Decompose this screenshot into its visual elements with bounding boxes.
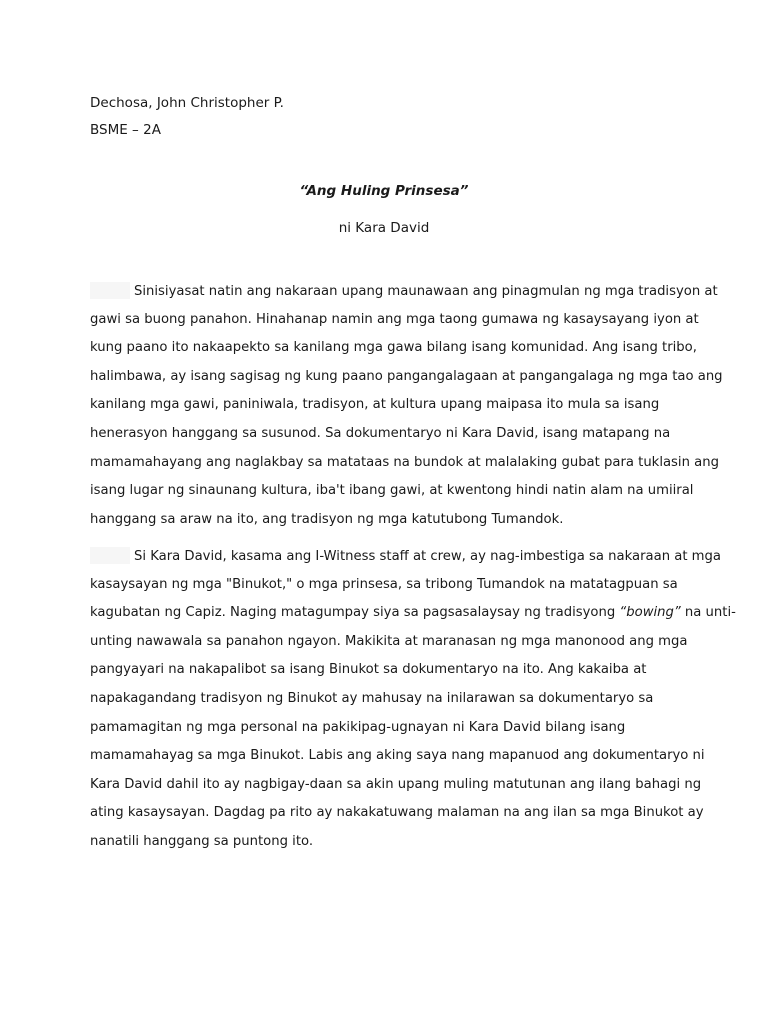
document-byline: ni Kara David bbox=[338, 220, 430, 236]
indent-marker bbox=[90, 282, 130, 299]
document-title: “Ang Huling Prinsesa” bbox=[299, 183, 469, 199]
emphasis-text: “bowing” bbox=[619, 605, 681, 621]
paragraph-line: unting nawawala sa panahon ngayon. Makikita at maranasan ng mga manonood ang mga bbox=[90, 633, 688, 649]
paragraph-line: pangyayari na nakapalibot sa isang Binukot sa dokumentaryo na ito. Ang kakaiba at bbox=[90, 662, 647, 678]
paragraph-line: kagubatan ng Capiz. Naging matagumpay siya sa pagsasalaysay ng tradisyong “bowing” na unti- bbox=[90, 605, 736, 621]
paragraph-line: hanggang sa araw na ito, ang tradisyon ng mga katutubong Tumandok. bbox=[90, 511, 564, 527]
paragraph-line: kanilang mga gawi, paniniwala, tradisyon, at kultura upang maipasa ito mula sa isang bbox=[90, 397, 660, 413]
course-section: BSME – 2A bbox=[90, 122, 161, 138]
paragraph-line: Si Kara David, kasama ang I-Witness staff at crew, ay nag-imbestiga sa nakaraan at mga bbox=[90, 547, 721, 565]
indent-marker bbox=[90, 547, 130, 564]
paragraph-line: henerasyon hanggang sa susunod. Sa dokumentaryo ni Kara David, isang matapang na bbox=[90, 426, 671, 441]
paragraph-line: kasaysayan ng mga "Binukot," o mga prinsesa, sa tribong Tumandok na matatagpuan sa bbox=[90, 576, 678, 592]
paragraph-line: halimbawa, ay isang sagisag ng kung paano pangangalagaan at pangangalaga ng mga tao ang bbox=[90, 368, 723, 384]
paragraph-line: gawi sa buong panahon. Hinahanap namin ang mga taong gumawa ng kasaysayang iyon at bbox=[90, 311, 699, 327]
paragraph-line: pamamagitan ng mga personal na pakikipag-ugnayan ni Kara David bilang isang bbox=[90, 719, 626, 735]
paragraph-line: napakagandang tradisyon ng Binukot ay mahusay na inilarawan sa dokumentaryo sa bbox=[90, 691, 654, 706]
paragraph-line: nanatili hanggang sa puntong ito. bbox=[90, 834, 314, 849]
paragraph-line: Kara David dahil ito ay nagbigay-daan sa akin upang muling matutunan ang ilang bahagi ng bbox=[90, 776, 702, 792]
paragraph-line: mamamahayang ang naglakbay sa matataas na bundok at malalaking gubat para tuklasin ang bbox=[90, 454, 719, 470]
paragraph-line: ating kasaysayan. Dagdag pa rito ay nakakatuwang malaman na ang ilan sa mga Binukot ay bbox=[90, 805, 704, 821]
paragraph-line: kung paano ito nakaapekto sa kanilang mga gawa bilang isang komunidad. Ang isang tribo, bbox=[90, 340, 697, 356]
paragraph-line: isang lugar ng sinaunang kultura, iba't ibang gawi, at kwentong hindi natin alam na umiiral bbox=[90, 483, 694, 499]
paragraph-line: mamamahayag sa mga Binukot. Labis ang aking saya nang mapanuod ang dokumentaryo ni bbox=[90, 748, 705, 764]
author-name: Dechosa, John Christopher P. bbox=[90, 95, 284, 111]
paragraph-line: Sinisiyasat natin ang nakaraan upang maunawaan ang pinagmulan ng mga tradisyon at bbox=[90, 282, 718, 300]
